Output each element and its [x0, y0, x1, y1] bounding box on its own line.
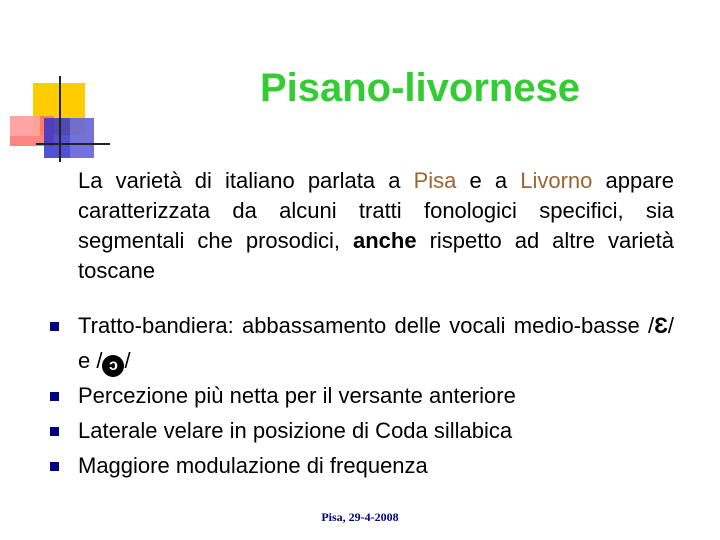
slide-title: Pisano-livornese: [259, 66, 581, 110]
bullet-1-part3: /: [124, 348, 131, 373]
intro-paragraph: [78, 166, 674, 286]
slide-footer: Pisa, 29-4-2008: [321, 510, 399, 524]
intro-livorno: Livorno: [520, 168, 593, 193]
intro-text-3: appare caratterizzata da alcuni tratti fonologici specifici, sia segmentali che prosodici,: [78, 168, 674, 253]
bullet-4-text: Maggiore modulazione di frequenza: [78, 453, 428, 478]
intro-text-1: La varietà di italiano parlata a: [78, 168, 414, 193]
bullet-3-text: Laterale velare in posizione di Coda sillabica: [78, 418, 513, 443]
bullet-1-part1: Tratto-bandiera: abbassamento delle vocali medio-basse /: [78, 313, 655, 338]
bullet-item: [50, 413, 674, 448]
bullet-item: [50, 308, 674, 378]
intro-text-4: rispetto ad altre varietà toscane: [78, 228, 674, 283]
decorative-logo: [0, 0, 110, 170]
bullet-square-icon: [50, 322, 59, 331]
open-o-symbol: ɔ: [102, 355, 124, 377]
open-e-symbol: Ɛ: [654, 313, 668, 338]
bullet-1-text: [78, 308, 674, 378]
bullet-square-icon: [50, 392, 59, 401]
intro-text-2: e a: [456, 168, 521, 193]
intro-pisa: Pisa: [413, 168, 457, 193]
bullet-list: [50, 308, 674, 483]
bullet-square-icon: [50, 462, 59, 471]
bullet-1-part2: / e /: [78, 313, 674, 373]
bullet-item: [50, 448, 674, 483]
bullet-item: [50, 378, 674, 413]
logo-pink-square: [10, 116, 40, 136]
bullet-square-icon: [50, 427, 59, 436]
logo-blue-light: [70, 118, 94, 158]
bullet-2-text: Percezione più netta per il versante anteriore: [78, 383, 516, 408]
intro-anche: anche: [353, 228, 417, 253]
